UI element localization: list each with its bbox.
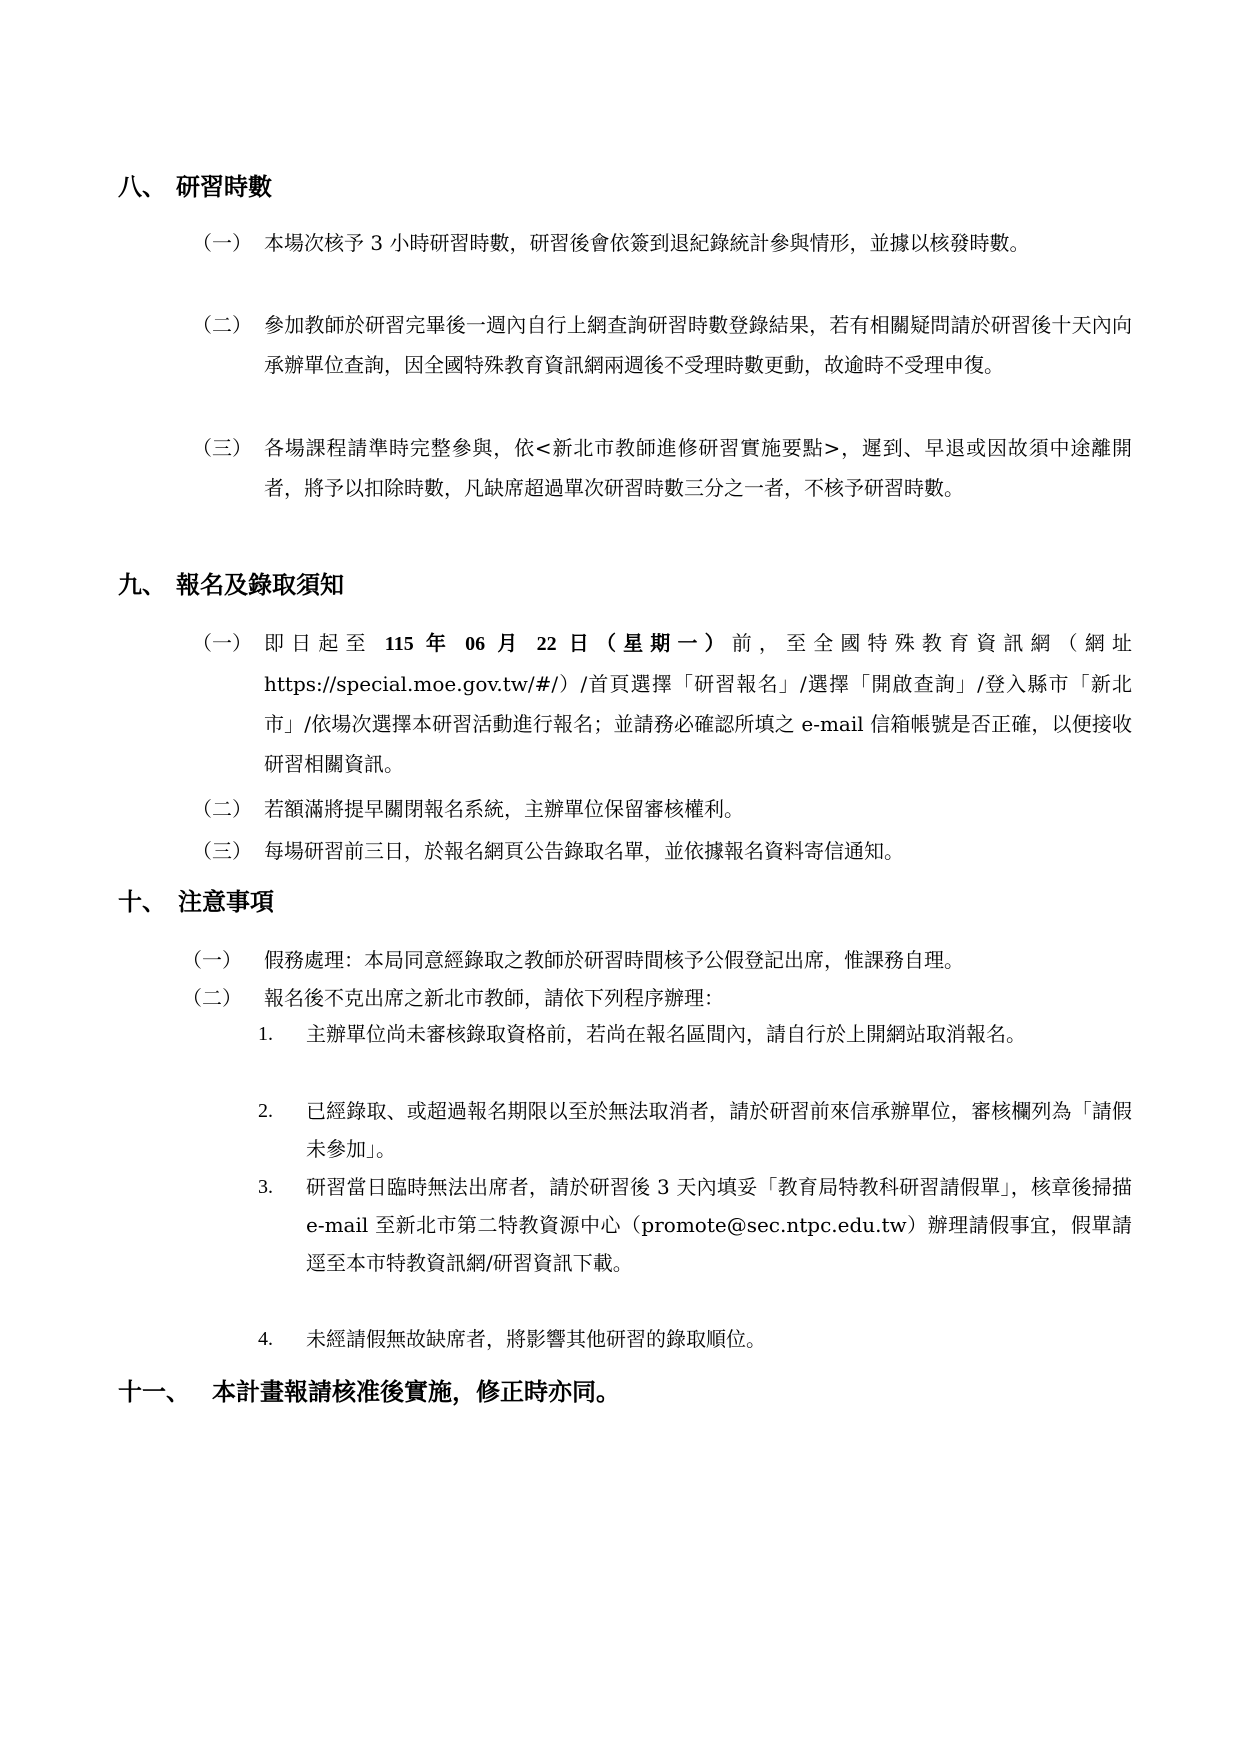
sub-item-text: 已經錄取、或超過報名期限以至於無法取消者，請於研習前來信承辦單位，審核欄列為「請假未參加」。 — [306, 1099, 1132, 1161]
item-text: 參加教師於研習完畢後一週內自行上網查詢研習時數登錄結果，若有相關疑問請於研習後十天內向承辦單位查詢，因全國特殊教育資訊網兩週後不受理時數更動，故逾時不受理申復。 — [264, 313, 1132, 377]
item-marker: （一） — [182, 948, 242, 972]
item-marker: （一） — [192, 631, 252, 655]
item-text: 若額滿將提早關閉報名系統，主辦單位保留審核權利。 — [264, 797, 744, 821]
list-item — [192, 223, 1132, 263]
registration-deadline: 115 年 06 月 22 日（星期一） — [372, 633, 732, 655]
item-marker: （二） — [182, 986, 242, 1010]
item-marker: （二） — [192, 313, 252, 337]
section-title: 研習時數 — [176, 173, 272, 201]
section-number: 八、 — [118, 173, 166, 201]
list-item — [182, 978, 1132, 1018]
item-text-post: 前，至全國特殊教育資訊網（網址 https://special.moe.gov.tw/#/）/首頁選擇「研習報名」/選擇「開啟查詢」/登入縣市「新北市」/依場次選擇本研習活動進行報名；並請務必確認所填之 e-mail 信箱帳號是否正確，以便接收研習相關資訊。 — [264, 631, 1132, 776]
item-text: 每場研習前三日，於報名網頁公告錄取名單，並依據報名資料寄信通知。 — [264, 839, 904, 863]
section-number: 九、 — [118, 571, 166, 599]
list-item — [192, 428, 1132, 508]
section-number: 十一、 — [118, 1378, 190, 1406]
sub-list-item — [258, 1092, 1132, 1168]
list-item — [182, 940, 1132, 980]
section-number: 十、 — [118, 888, 166, 916]
list-item — [192, 789, 1132, 829]
sub-item-number: 2. — [258, 1100, 273, 1122]
sub-list-item — [258, 1168, 1132, 1282]
section-title: 注意事項 — [178, 888, 274, 916]
sub-list-item — [258, 1015, 1132, 1053]
section-heading-8 — [118, 170, 272, 204]
section-title: 本計畫報請核准後實施，修正時亦同。 — [212, 1378, 620, 1406]
sub-item-number: 4. — [258, 1328, 273, 1350]
item-marker: （二） — [192, 797, 252, 821]
item-text-pre: 即日起至 — [264, 631, 373, 655]
item-text — [264, 623, 1132, 784]
list-item — [192, 305, 1132, 385]
section-heading-11 — [118, 1375, 620, 1409]
item-text: 本場次核予 3 小時研習時數，研習後會依簽到退紀錄統計參與情形，並據以核發時數。 — [264, 231, 1030, 255]
section-title: 報名及錄取須知 — [176, 571, 344, 599]
item-text: 假務處理：本局同意經錄取之教師於研習時間核予公假登記出席，惟課務自理。 — [264, 948, 964, 972]
item-marker: （一） — [192, 231, 252, 255]
section-heading-10 — [118, 885, 274, 919]
item-text: 報名後不克出席之新北市教師，請依下列程序辦理： — [264, 986, 724, 1010]
sub-item-text: 主辦單位尚未審核錄取資格前，若尚在報名區間內，請自行於上開網站取消報名。 — [306, 1022, 1026, 1046]
item-text: 各場課程請準時完整參與，依<新北市教師進修研習實施要點>，遲到、早退或因故須中途離開者，將予以扣除時數，凡缺席超過單次研習時數三分之一者，不核予研習時數。 — [264, 436, 1132, 500]
section-heading-9 — [118, 568, 344, 602]
item-marker: （三） — [192, 839, 252, 863]
sub-item-number: 3. — [258, 1176, 273, 1198]
sub-item-text: 未經請假無故缺席者，將影響其他研習的錄取順位。 — [306, 1327, 766, 1351]
sub-item-number: 1. — [258, 1023, 273, 1045]
sub-list-item — [258, 1320, 1132, 1358]
list-item — [192, 623, 1132, 784]
sub-item-text: 研習當日臨時無法出席者，請於研習後 3 天內填妥「教育局特教科研習請假單」，核章後掃描 e-mail 至新北市第二特教資源中心（promote@sec.ntpc.edu.tw）辦理請假事宜，假單請逕至本市特教資訊網/研習資訊下載。 — [306, 1175, 1132, 1275]
list-item — [192, 831, 1132, 871]
item-marker: （三） — [192, 436, 252, 460]
